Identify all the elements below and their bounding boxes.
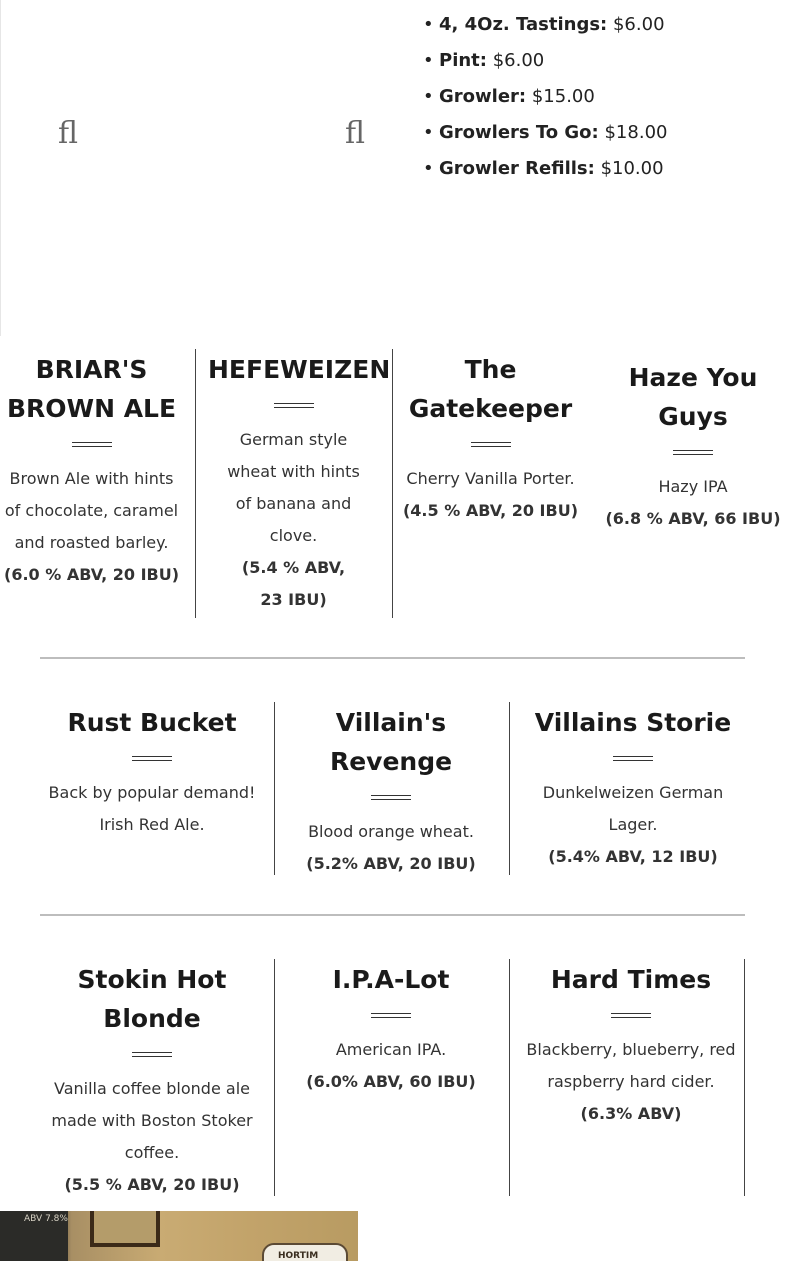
- beer-name: Villain's Revenge: [329, 708, 453, 776]
- title-divider: [371, 1013, 411, 1018]
- broken-image-glyph: ﬂ: [345, 116, 366, 151]
- beer-card-ipa-lot: [280, 960, 502, 1098]
- column-divider: [274, 959, 275, 1196]
- title-divider: [471, 442, 511, 447]
- beer-name: Hard Times: [550, 965, 712, 994]
- beer-name: Villains Storie: [534, 708, 732, 737]
- price-value: $6.00: [492, 50, 545, 71]
- beer-name: Rust Bucket: [67, 708, 237, 737]
- left-edge-line: [0, 0, 1, 336]
- price-item: [423, 154, 667, 190]
- beer-abv: (6.3% ABV): [580, 1104, 682, 1123]
- beer-name: Stokin Hot Blonde: [77, 965, 227, 1033]
- beer-abv: (5.2% ABV, 20 IBU): [306, 854, 476, 873]
- beer-card-stokin-hot-blonde: [40, 960, 264, 1201]
- beer-description: Cherry Vanilla Porter.: [406, 469, 575, 488]
- beer-abv: (5.4% ABV, 12 IBU): [548, 847, 718, 866]
- price-value: $18.00: [604, 122, 668, 143]
- beer-card-rust-bucket: [40, 703, 264, 841]
- wall-sign-text: HORTIM: [278, 1251, 319, 1261]
- price-item: [423, 10, 667, 46]
- beer-card-the-gatekeeper: [400, 350, 581, 527]
- beer-abv: (4.5 % ABV, 20 IBU): [402, 501, 578, 520]
- column-divider: [509, 702, 510, 875]
- column-divider: [392, 349, 393, 618]
- price-value: $15.00: [531, 86, 595, 107]
- price-label: Pint:: [439, 50, 487, 71]
- beer-card-villains-revenge: [280, 703, 502, 880]
- beer-card-villains-storie: [518, 703, 748, 873]
- beer-description: American IPA.: [335, 1040, 447, 1059]
- beer-description: Hazy IPA: [658, 477, 728, 496]
- price-label: Growler:: [439, 86, 527, 107]
- beer-description: Brown Ale with hints of chocolate, caramel and roasted barley.: [4, 469, 179, 552]
- row-separator: [40, 657, 745, 659]
- title-divider: [613, 756, 653, 761]
- chalkboard: [0, 1211, 68, 1261]
- title-divider: [371, 795, 411, 800]
- chalkboard-text: ABV 7.8%: [24, 1214, 68, 1224]
- beer-name: HEFEWEIZEN: [208, 355, 391, 384]
- beer-name: BRIAR'S BROWN ALE: [6, 355, 177, 423]
- beer-abv: (6.0 % ABV, 20 IBU): [4, 565, 180, 584]
- beer-name: I.P.A-Lot: [332, 965, 450, 994]
- wall-sign: [262, 1243, 348, 1261]
- column-divider: [195, 349, 196, 618]
- price-label: Growler Refills:: [439, 158, 595, 179]
- beer-abv: (5.5 % ABV, 20 IBU): [64, 1175, 240, 1194]
- beer-abv: (5.4 % ABV, 23 IBU): [241, 558, 346, 609]
- beer-abv: (6.0% ABV, 60 IBU): [306, 1072, 476, 1091]
- taproom-photo: [0, 1211, 358, 1261]
- price-item: [423, 118, 667, 154]
- beer-name: The Gatekeeper: [408, 355, 573, 423]
- price-value: $10.00: [600, 158, 664, 179]
- price-label: Growlers To Go:: [439, 122, 599, 143]
- title-divider: [132, 756, 172, 761]
- beer-description: Blackberry, blueberry, red raspberry hard cider.: [526, 1040, 736, 1091]
- title-divider: [611, 1013, 651, 1018]
- beer-description: Blood orange wheat.: [308, 822, 474, 841]
- column-divider: [274, 702, 275, 875]
- title-divider: [673, 450, 713, 455]
- beer-card-hefeweizen: [208, 350, 391, 616]
- price-value: $6.00: [612, 14, 665, 35]
- column-divider: [509, 959, 510, 1196]
- beer-card-hard-times: [518, 960, 744, 1130]
- column-divider: [744, 959, 745, 1196]
- beer-card-briars-brown-ale: [4, 350, 179, 591]
- title-divider: [72, 442, 112, 447]
- title-divider: [132, 1052, 172, 1057]
- beer-description: Dunkelweizen German Lager.: [542, 783, 724, 834]
- title-divider: [274, 403, 314, 408]
- broken-image-glyph: ﬂ: [58, 116, 79, 151]
- price-list: [423, 10, 667, 190]
- beer-abv: (6.8 % ABV, 66 IBU): [605, 509, 781, 528]
- price-item: [423, 46, 667, 82]
- beer-card-haze-you-guys: [604, 358, 782, 535]
- beer-name: Haze You Guys: [628, 363, 758, 431]
- picture-frame: [90, 1211, 160, 1247]
- beer-description: Vanilla coffee blonde ale made with Boston Stoker coffee.: [51, 1079, 253, 1162]
- price-item: [423, 82, 667, 118]
- price-label: 4, 4Oz. Tastings:: [439, 14, 608, 35]
- beer-description: Back by popular demand! Irish Red Ale.: [48, 783, 256, 834]
- row-separator: [40, 914, 745, 916]
- beer-description: German style wheat with hints of banana and clove.: [227, 430, 360, 545]
